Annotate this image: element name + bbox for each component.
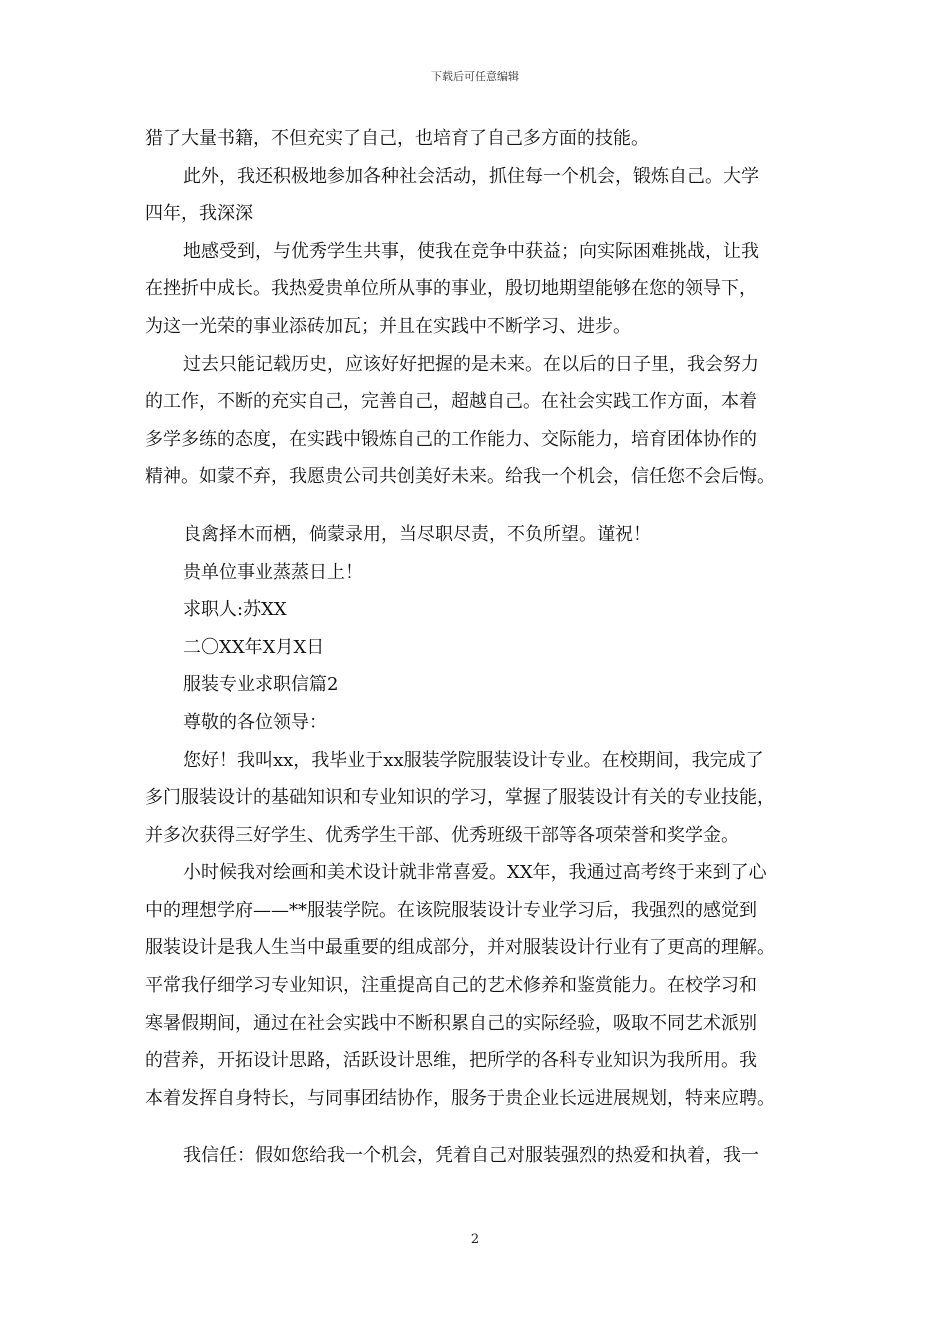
text-line: 并多次获得三好学生、优秀学生干部、优秀班级干部等各项荣誉和奖学金。	[145, 824, 739, 846]
page-header: 下载后可任意编辑	[431, 70, 519, 83]
text-line: 的营养，开拓设计思路，活跃设计思维，把所学的各科专业知识为我所用。我	[145, 1050, 757, 1072]
text-line: 平常我仔细学习专业知识，注重提高自己的艺术修养和鉴赏能力。在校学习和	[145, 975, 757, 997]
salutation: 尊敬的各位领导：	[183, 711, 327, 733]
paragraph-start: 过去只能记载历史，应该好好把握的是未来。在以后的日子里，我会努力	[183, 353, 759, 375]
closing-wish: 贵单位事业蒸蒸日上！	[183, 561, 363, 583]
paragraph-gap	[145, 496, 825, 516]
document-body	[145, 120, 825, 1175]
text-line: 为这一光荣的事业添砖加瓦；并且在实践中不断学习、进步。	[145, 315, 631, 337]
applicant-signature: 求职人:苏XX	[183, 599, 287, 621]
text-line: 四年，我深深	[145, 203, 253, 225]
closing-wish: 良禽择木而栖，倘蒙录用，当尽职尽责，不负所望。谨祝！	[183, 523, 651, 545]
paragraph-start: 我信任：假如您给我一个机会，凭着自己对服装强烈的热爱和执着，我一	[183, 1145, 759, 1167]
paragraph-start: 地感受到，与优秀学生共事，使我在竞争中获益；向实际困难挑战，让我	[183, 240, 759, 262]
page-number: 2	[470, 1232, 480, 1247]
text-line: 中的理想学府——**服装学院。在该院服装设计专业学习后，我强烈的感觉到	[145, 899, 757, 921]
text-line: 猎了大量书籍，不但充实了自己，也培育了自己多方面的技能。	[145, 128, 649, 149]
text-line: 多学多练的态度，在实践中锻炼自己的工作能力、交际能力，培育团体协作的	[145, 428, 757, 450]
paragraph-gap	[145, 1117, 825, 1137]
text-line: 寒暑假期间，通过在社会实践中不断积累自己的实际经验，吸取不同艺术派别	[145, 1012, 757, 1034]
text-line: 在挫折中成长。我热爱贵单位所从事的事业，殷切地期望能够在您的领导下，	[145, 278, 757, 300]
paragraph-start: 此外，我还积极地参加各种社会活动，抓住每一个机会，锻炼自己。大学	[183, 165, 759, 187]
paragraph-start: 小时候我对绘画和美术设计就非常喜爱。XX年，我通过高考终于来到了心	[183, 862, 767, 884]
text-line: 的工作，不断的充实自己，完善自己，超越自己。在社会实践工作方面，本着	[145, 391, 757, 413]
text-line: 服装设计是我人生当中最重要的组成部分，并对服装设计行业有了更高的理解。	[145, 937, 775, 959]
section-title: 服装专业求职信篇2	[183, 674, 339, 696]
text-line: 多门服装设计的基础知识和专业知识的学习，掌握了服装设计有关的专业技能，	[145, 787, 775, 809]
text-line: 精神。如蒙不弃，我愿贵公司共创美好未来。给我一个机会，信任您不会后悔。	[145, 466, 775, 488]
letter-date: 二〇XX年X月X日	[183, 636, 325, 658]
paragraph-start: 您好！我叫xx，我毕业于xx服装学院服装设计专业。在校期间，我完成了	[183, 749, 764, 771]
text-line: 本着发挥自身特长，与同事团结协作，服务于贵企业长远进展规划，特来应聘。	[145, 1087, 775, 1109]
